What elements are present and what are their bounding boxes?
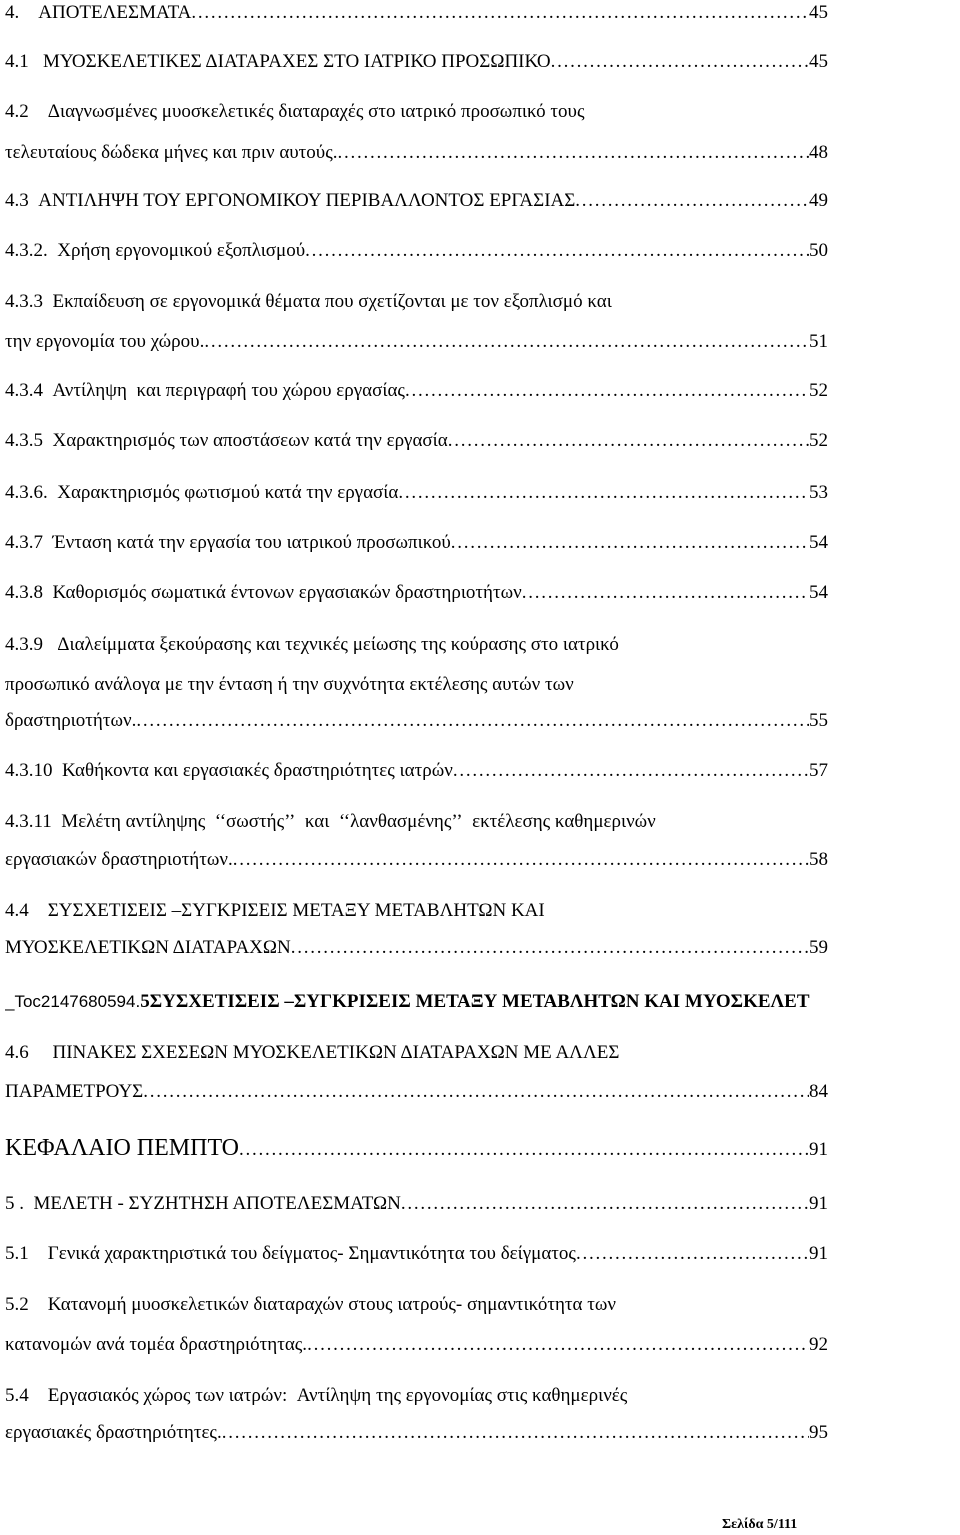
toc-entry-4-3-3-line1[interactable] <box>5 290 828 314</box>
toc-entry-title-cont: εργασιακών δραστηριοτήτων. <box>5 849 233 870</box>
toc-leader-dots <box>191 1 809 25</box>
toc-entry-title: 4.4 ΣΥΣΧΕΤΙΣΕΙΣ –ΣΥΓΚΡΙΣΕΙΣ ΜΕΤΑΞΥ ΜΕΤΑΒΛΗΤΩΝ ΚΑΙ <box>5 900 545 921</box>
toc-page-number: 48 <box>809 142 828 163</box>
toc-entry-title: 4.3.6. Χαρακτηρισμός φωτισμού κατά την εργασία <box>5 482 399 503</box>
toc-leader-dots <box>338 141 810 165</box>
toc-entry-4-3[interactable] <box>5 189 828 213</box>
toc-entry-title: 4.3.9 Διαλείμματα ξεκούρασης και τεχνικές μείωσης της κούρασης στο ιατρικό <box>5 634 619 655</box>
toc-entry-4-6-line2[interactable] <box>5 1080 828 1104</box>
toc-entry-title: 4.3.10 Καθήκοντα και εργασιακές δραστηριότητες ιατρών <box>5 760 453 781</box>
toc-entry-4-3-2[interactable] <box>5 239 828 263</box>
toc-page-number: 51 <box>809 331 828 352</box>
toc-page-number: 57 <box>809 760 828 781</box>
toc-entry-title: 4.2 Διαγνωσμένες μυοσκελετικές διαταραχές στο ιατρικό προσωπικό τους <box>5 101 585 122</box>
toc-entry-4[interactable] <box>5 1 828 25</box>
toc-entry-5-4-line1[interactable] <box>5 1384 828 1408</box>
toc-page-number: 54 <box>809 532 828 553</box>
toc-entry-title-cont: προσωπικό ανάλογα με την ένταση ή την συχνότητα εκτέλεσης αυτών των <box>5 674 574 695</box>
toc-entry-4-6-line1[interactable] <box>5 1041 828 1065</box>
toc-leader-dots <box>239 1135 809 1165</box>
toc-leader-dots <box>233 848 809 872</box>
toc-entry-title: 5 . ΜΕΛΕΤΗ - ΣΥΖΗΤΗΣΗ ΑΠΟΤΕΛΕΣΜΑΤΩΝ <box>5 1193 401 1214</box>
toc-page-number: 49 <box>809 190 828 211</box>
toc-entry-4-3-9-line3[interactable] <box>5 709 828 733</box>
toc-entry-4-3-7[interactable] <box>5 531 828 555</box>
toc-entry-4-2-line2[interactable] <box>5 141 828 165</box>
toc-entry-title: 4.3.11 Μελέτη αντίληψης ‘‘σωστής’’ και ‘‘λανθασμένης’’ εκτέλεσης καθημερινών <box>5 811 656 832</box>
toc-bookmark-code: _Toc2147680594. <box>5 992 141 1011</box>
toc-leader-dots <box>136 709 809 733</box>
toc-page-number: 55 <box>809 710 828 731</box>
toc-leader-dots <box>575 189 809 213</box>
toc-leader-dots <box>451 531 809 555</box>
toc-entry-title: 5.2 Κατανομή μυοσκελετικών διαταραχών στους ιατρούς- σημαντικότητα των <box>5 1294 616 1315</box>
page-number-footer: Σελίδα 5/111 <box>722 1517 798 1532</box>
toc-entry-4-3-6[interactable] <box>5 481 828 505</box>
toc-page-number: 91 <box>809 1243 828 1264</box>
toc-page-number: 95 <box>809 1422 828 1443</box>
toc-entry-title: 4. ΑΠΟΤΕΛΕΣΜΑΤΑ <box>5 2 192 23</box>
toc-page-number: 59 <box>809 937 828 958</box>
toc-entry-title-cont: δραστηριοτήτων. <box>5 710 137 731</box>
toc-entry-4-3-11-line2[interactable] <box>5 848 828 872</box>
toc-entry-title-cont: την εργονομία του χώρου. <box>5 331 205 352</box>
toc-entry-4-3-11-line1[interactable] <box>5 810 828 834</box>
toc-entry-4-3-4[interactable] <box>5 379 828 403</box>
toc-entry-4-4-line1[interactable] <box>5 899 828 923</box>
toc-page-number: 91 <box>809 1193 828 1214</box>
toc-entry-4-3-10[interactable] <box>5 759 828 783</box>
toc-page-number: 58 <box>809 849 828 870</box>
toc-leader-dots <box>291 936 809 960</box>
toc-entry-title: 4.3.2. Χρήση εργονομικού εξοπλισμού <box>5 240 306 261</box>
toc-entry-5[interactable] <box>5 1192 828 1216</box>
toc-entry-title-cont: κατανομών ανά τομέα δραστηριότητας. <box>5 1334 308 1355</box>
toc-entry-4-3-8[interactable] <box>5 581 828 605</box>
toc-entry-title: 4.3.7 Ένταση κατά την εργασία του ιατρικού προσωπικού <box>5 532 451 553</box>
toc-leader-dots <box>405 379 809 403</box>
toc-page-number: 45 <box>809 2 828 23</box>
toc-leader-dots <box>551 50 809 74</box>
toc-entry-title: 4.3.5 Χαρακτηρισμός των αποστάσεων κατά την εργασία <box>5 430 448 451</box>
toc-page-number: 54 <box>809 582 828 603</box>
toc-entry-title: 5.1 Γενικά χαρακτηριστικά του δείγματος- Σημαντικότητα του δείγματος <box>5 1243 576 1264</box>
toc-entry-5-2-line2[interactable] <box>5 1333 828 1357</box>
toc-leader-dots <box>401 1192 809 1216</box>
toc-entry-5-2-line1[interactable] <box>5 1293 828 1317</box>
toc-leader-dots <box>522 581 809 605</box>
toc-chapter-five[interactable] <box>5 1133 828 1163</box>
toc-leader-dots <box>204 330 809 354</box>
toc-entry-title: 4.3.4 Αντίληψη και περιγραφή του χώρου εργασίας <box>5 380 405 401</box>
toc-leader-dots <box>398 481 809 505</box>
toc-entry-title-cont: τελευταίους δώδεκα μήνες και πριν αυτούς. <box>5 142 338 163</box>
toc-leader-dots <box>222 1421 809 1445</box>
toc-entry-4-4-line2[interactable] <box>5 936 828 960</box>
toc-page-number: 52 <box>809 380 828 401</box>
toc-leader-dots <box>576 1242 809 1266</box>
toc-page-number: 84 <box>809 1081 828 1102</box>
toc-entry-title: 5.4 Εργασιακός χώρος των ιατρών: Αντίληψη της εργονομίας στις καθημερινές <box>5 1385 628 1406</box>
toc-page-number: 91 <box>809 1139 828 1160</box>
toc-page-number: 52 <box>809 430 828 451</box>
toc-entry-title: 4.6 ΠΙΝΑΚΕΣ ΣΧΕΣΕΩΝ ΜΥΟΣΚΕΛΕΤΙΚΩΝ ΔΙΑΤΑΡΑΧΩΝ ΜΕ ΑΛΛΕΣ <box>5 1042 620 1063</box>
toc-chapter-title: ΚΕΦΑΛΑΙΟ ΠΕΜΠΤΟ <box>5 1135 239 1161</box>
toc-leader-dots <box>143 1080 809 1104</box>
toc-page-number: 92 <box>809 1334 828 1355</box>
toc-entry-4-2-line1[interactable] <box>5 100 828 124</box>
toc-entry-4-3-9-line2[interactable] <box>5 673 828 697</box>
toc-page-number: 50 <box>809 240 828 261</box>
toc-leader-dots <box>453 759 809 783</box>
toc-entry-title-cont: ΠΑΡΑΜΕΤΡΟΥΣ <box>5 1081 144 1102</box>
toc-entry-title: 4.1 ΜΥΟΣΚΕΛΕΤΙΚΕΣ ΔΙΑΤΑΡΑΧΕΣ ΣΤΟ ΙΑΤΡΙΚΟ ΠΡΟΣΩΠΙΚΟ <box>5 51 551 72</box>
toc-entry-title: 4.3 ΑΝΤΙΛΗΨΗ ΤΟΥ ΕΡΓΟΝΟΜΙΚΟΥ ΠΕΡΙΒΑΛΛΟΝΤΟΣ ΕΡΓΑΣΙΑΣ <box>5 190 576 211</box>
toc-entry-4-3-5[interactable] <box>5 429 828 453</box>
toc-leader-dots <box>305 239 809 263</box>
toc-page-number: 53 <box>809 482 828 503</box>
toc-entry-title: 4.3.8 Καθορισμός σωματικά έντονων εργασιακών δραστηριοτήτων <box>5 582 522 603</box>
toc-entry-title: 4.3.3 Εκπαίδευση σε εργονομικά θέματα που σχετίζονται με τον εξοπλισμό και <box>5 291 612 312</box>
toc-entry-5-1[interactable] <box>5 1242 828 1266</box>
toc-entry-title: 5ΣΥΣΧΕΤΙΣΕΙΣ –ΣΥΓΚΡΙΣΕΙΣ ΜΕΤΑΞΥ ΜΕΤΑΒΛΗΤΩΝ ΚΑΙ ΜΥΟΣΚΕΛΕΤ <box>140 991 810 1012</box>
toc-leader-dots <box>448 429 809 453</box>
toc-entry-4-5-broken[interactable] <box>5 990 960 1014</box>
toc-entry-4-1[interactable] <box>5 50 828 74</box>
toc-page-number: 45 <box>809 51 828 72</box>
toc-leader-dots <box>307 1333 809 1357</box>
toc-entry-title-cont: ΜΥΟΣΚΕΛΕΤΙΚΩΝ ΔΙΑΤΑΡΑΧΩΝ <box>5 937 291 958</box>
toc-entry-4-3-3-line2[interactable] <box>5 330 828 354</box>
toc-entry-title-cont: εργασιακές δραστηριότητες. <box>5 1422 222 1443</box>
toc-entry-5-4-line2[interactable] <box>5 1421 828 1445</box>
toc-entry-4-3-9-line1[interactable] <box>5 633 828 657</box>
